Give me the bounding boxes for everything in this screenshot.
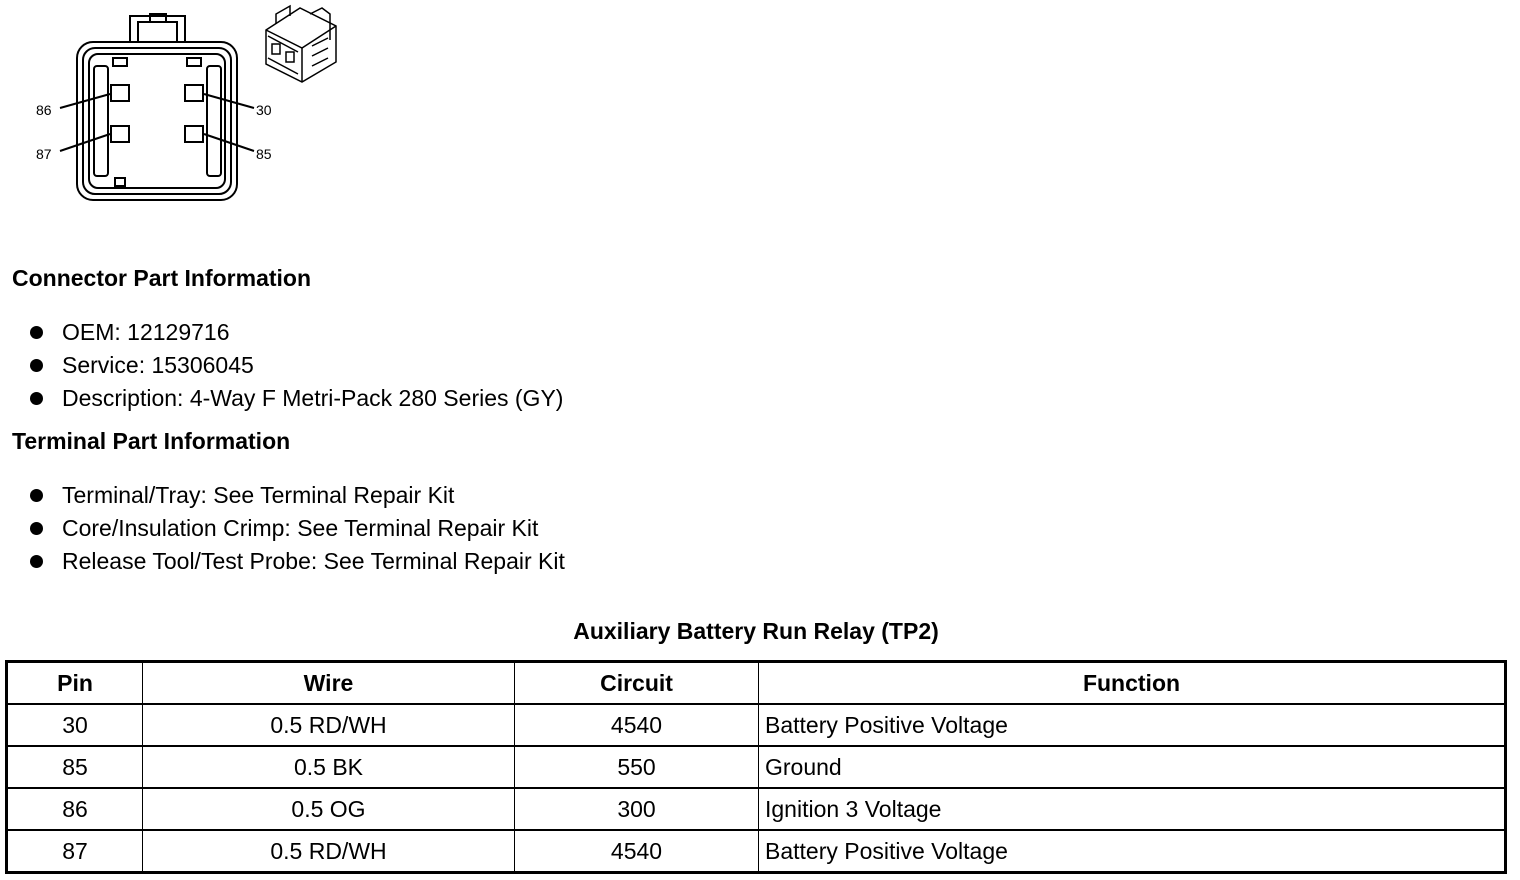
cell-wire: 0.5 OG [143, 788, 515, 830]
list-item [28, 382, 563, 415]
cell-function: Ground [759, 746, 1506, 788]
pin-label-85: 85 [256, 146, 272, 162]
list-item-text: Release Tool/Test Probe: See Terminal Repair Kit [62, 548, 565, 574]
list-item-text: Service: 15306045 [62, 352, 254, 378]
cell-pin: 85 [7, 746, 143, 788]
bullet-icon [30, 359, 43, 372]
pin-label-30: 30 [256, 102, 272, 118]
table-row [7, 830, 1506, 873]
table-row [7, 788, 1506, 830]
list-item-text: OEM: 12129716 [62, 319, 230, 345]
connector-diagram [0, 0, 360, 220]
cell-wire: 0.5 BK [143, 746, 515, 788]
list-item [28, 545, 565, 578]
table-row [7, 704, 1506, 746]
cell-circuit: 4540 [515, 704, 759, 746]
cell-wire: 0.5 RD/WH [143, 830, 515, 873]
list-item-text: Description: 4-Way F Metri-Pack 280 Series (GY) [62, 385, 564, 411]
cell-function: Battery Positive Voltage [759, 830, 1506, 873]
bullet-icon [30, 555, 43, 568]
cell-pin: 30 [7, 704, 143, 746]
bullet-icon [30, 392, 43, 405]
cell-pin: 86 [7, 788, 143, 830]
header-function: Function [759, 662, 1506, 705]
list-item [28, 316, 563, 349]
cell-function: Ignition 3 Voltage [759, 788, 1506, 830]
terminal-part-info-heading: Terminal Part Information [12, 428, 291, 454]
list-item [28, 479, 565, 512]
cell-pin: 87 [7, 830, 143, 873]
bullet-icon [30, 326, 43, 339]
cell-function: Battery Positive Voltage [759, 704, 1506, 746]
connector-part-info-heading: Connector Part Information [12, 265, 312, 291]
connector-isometric-icon [266, 6, 336, 82]
connector-part-info-list [28, 316, 563, 415]
table-title: Auxiliary Battery Run Relay (TP2) [573, 618, 939, 644]
cell-circuit: 550 [515, 746, 759, 788]
cell-wire: 0.5 RD/WH [143, 704, 515, 746]
list-item [28, 512, 565, 545]
list-item-text: Core/Insulation Crimp: See Terminal Repair Kit [62, 515, 539, 541]
list-item [28, 349, 563, 382]
pin-table [5, 660, 1507, 874]
cell-circuit: 300 [515, 788, 759, 830]
table-row [7, 746, 1506, 788]
bullet-icon [30, 522, 43, 535]
cell-circuit: 4540 [515, 830, 759, 873]
list-item-text: Terminal/Tray: See Terminal Repair Kit [62, 482, 455, 508]
terminal-part-info-list [28, 479, 565, 578]
table-header-row [7, 662, 1506, 705]
pin-label-86: 86 [36, 102, 52, 118]
header-pin: Pin [7, 662, 143, 705]
header-wire: Wire [143, 662, 515, 705]
pin-label-87: 87 [36, 146, 52, 162]
header-circuit: Circuit [515, 662, 759, 705]
bullet-icon [30, 489, 43, 502]
